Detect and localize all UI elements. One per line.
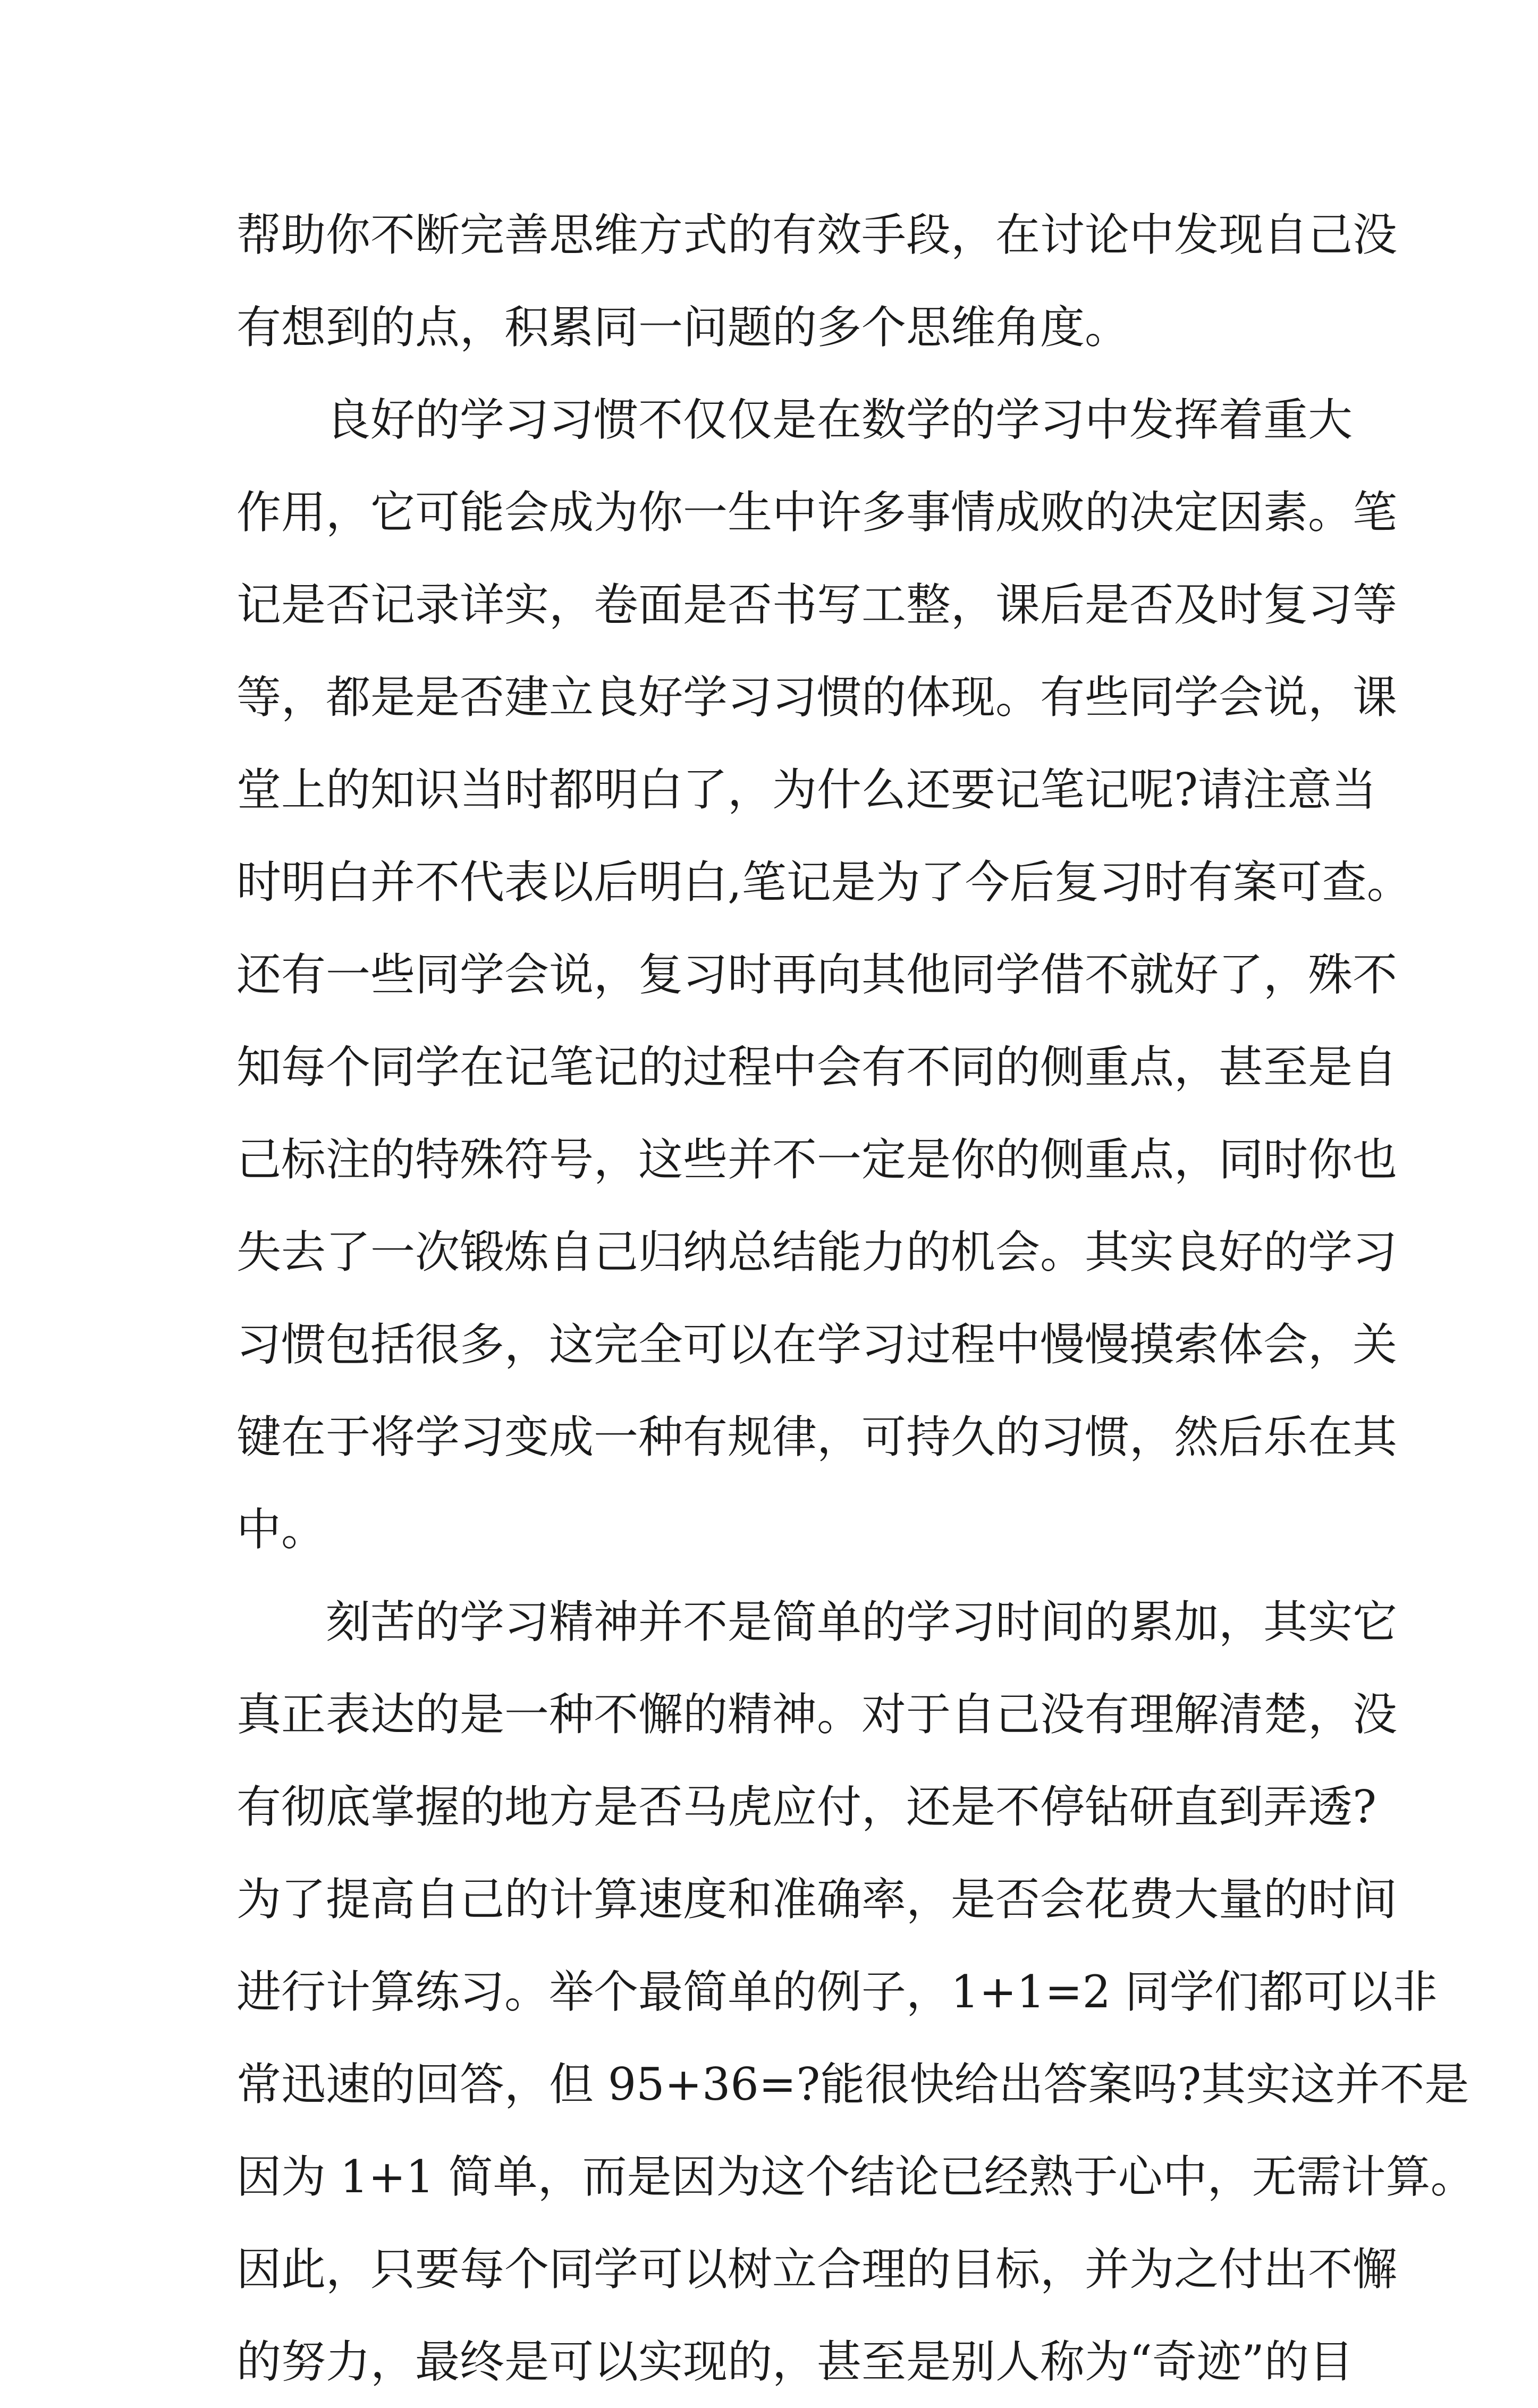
text-line: 失去了一次锻炼自己归纳总结能力的机会。其实良好的学习 (236, 1226, 1398, 1278)
text-line: 为了提高自己的计算速度和准确率，是否会花费大量的时间 (236, 1873, 1398, 1925)
text-line: 还有一些同学会说，复习时再向其他同学借不就好了，殊不 (236, 949, 1398, 1001)
text-line: 有想到的点，积累同一问题的多个思维角度。 (236, 301, 1130, 353)
body-text (236, 189, 1475, 2408)
text-line: 真正表达的是一种不懈的精神。对于自己没有理解清楚，没 (236, 1688, 1398, 1740)
text-line: 进行计算练习。举个最简单的例子，1+1=2 同学们都可以非 (236, 1966, 1438, 2018)
text-line: 常迅速的回答，但 95+36=?能很快给出答案吗?其实这并不是 (236, 2058, 1469, 2110)
text-line: 良好的学习习惯不仅仅是在数学的学习中发挥着重大 (326, 394, 1353, 446)
text-line: 帮助你不断完善思维方式的有效手段，在讨论中发现自己没 (236, 209, 1398, 261)
text-line: 等，都是是否建立良好学习习惯的体现。有些同学会说，课 (236, 671, 1398, 723)
text-line: 有彻底掌握的地方是否马虎应付，还是不停钻研直到弄透? (236, 1781, 1377, 1833)
text-line: 记是否记录详实，卷面是否书写工整，课后是否及时复习等 (236, 579, 1398, 631)
text-line: 因此，只要每个同学可以树立合理的目标，并为之付出不懈 (236, 2243, 1398, 2295)
text-line: 堂上的知识当时都明白了，为什么还要记笔记呢?请注意当 (236, 764, 1377, 816)
text-line: 中。 (236, 1503, 326, 1556)
text-line: 己标注的特殊符号，这些并不一定是你的侧重点，同时你也 (236, 1134, 1398, 1186)
text-line: 知每个同学在记笔记的过程中会有不同的侧重点，甚至是自 (236, 1041, 1398, 1093)
text-line: 因为 1+1 简单，而是因为这个结论已经熟于心中，无需计算。 (236, 2151, 1475, 2203)
text-line: 习惯包括很多，这完全可以在学习过程中慢慢摸索体会，关 (236, 1319, 1398, 1371)
text-line: 时明白并不代表以后明白,笔记是为了今后复习时有案可查。 (236, 856, 1412, 908)
text-line: 作用，它可能会成为你一生中许多事情成败的决定因素。笔 (236, 486, 1398, 538)
text-line: 键在于将学习变成一种有规律，可持久的习惯，然后乐在其 (236, 1411, 1398, 1463)
text-line: 的努力，最终是可以实现的，甚至是别人称为“奇迹”的目 (236, 2336, 1354, 2388)
text-line: 刻苦的学习精神并不是简单的学习时间的累加，其实它 (326, 1596, 1398, 1648)
